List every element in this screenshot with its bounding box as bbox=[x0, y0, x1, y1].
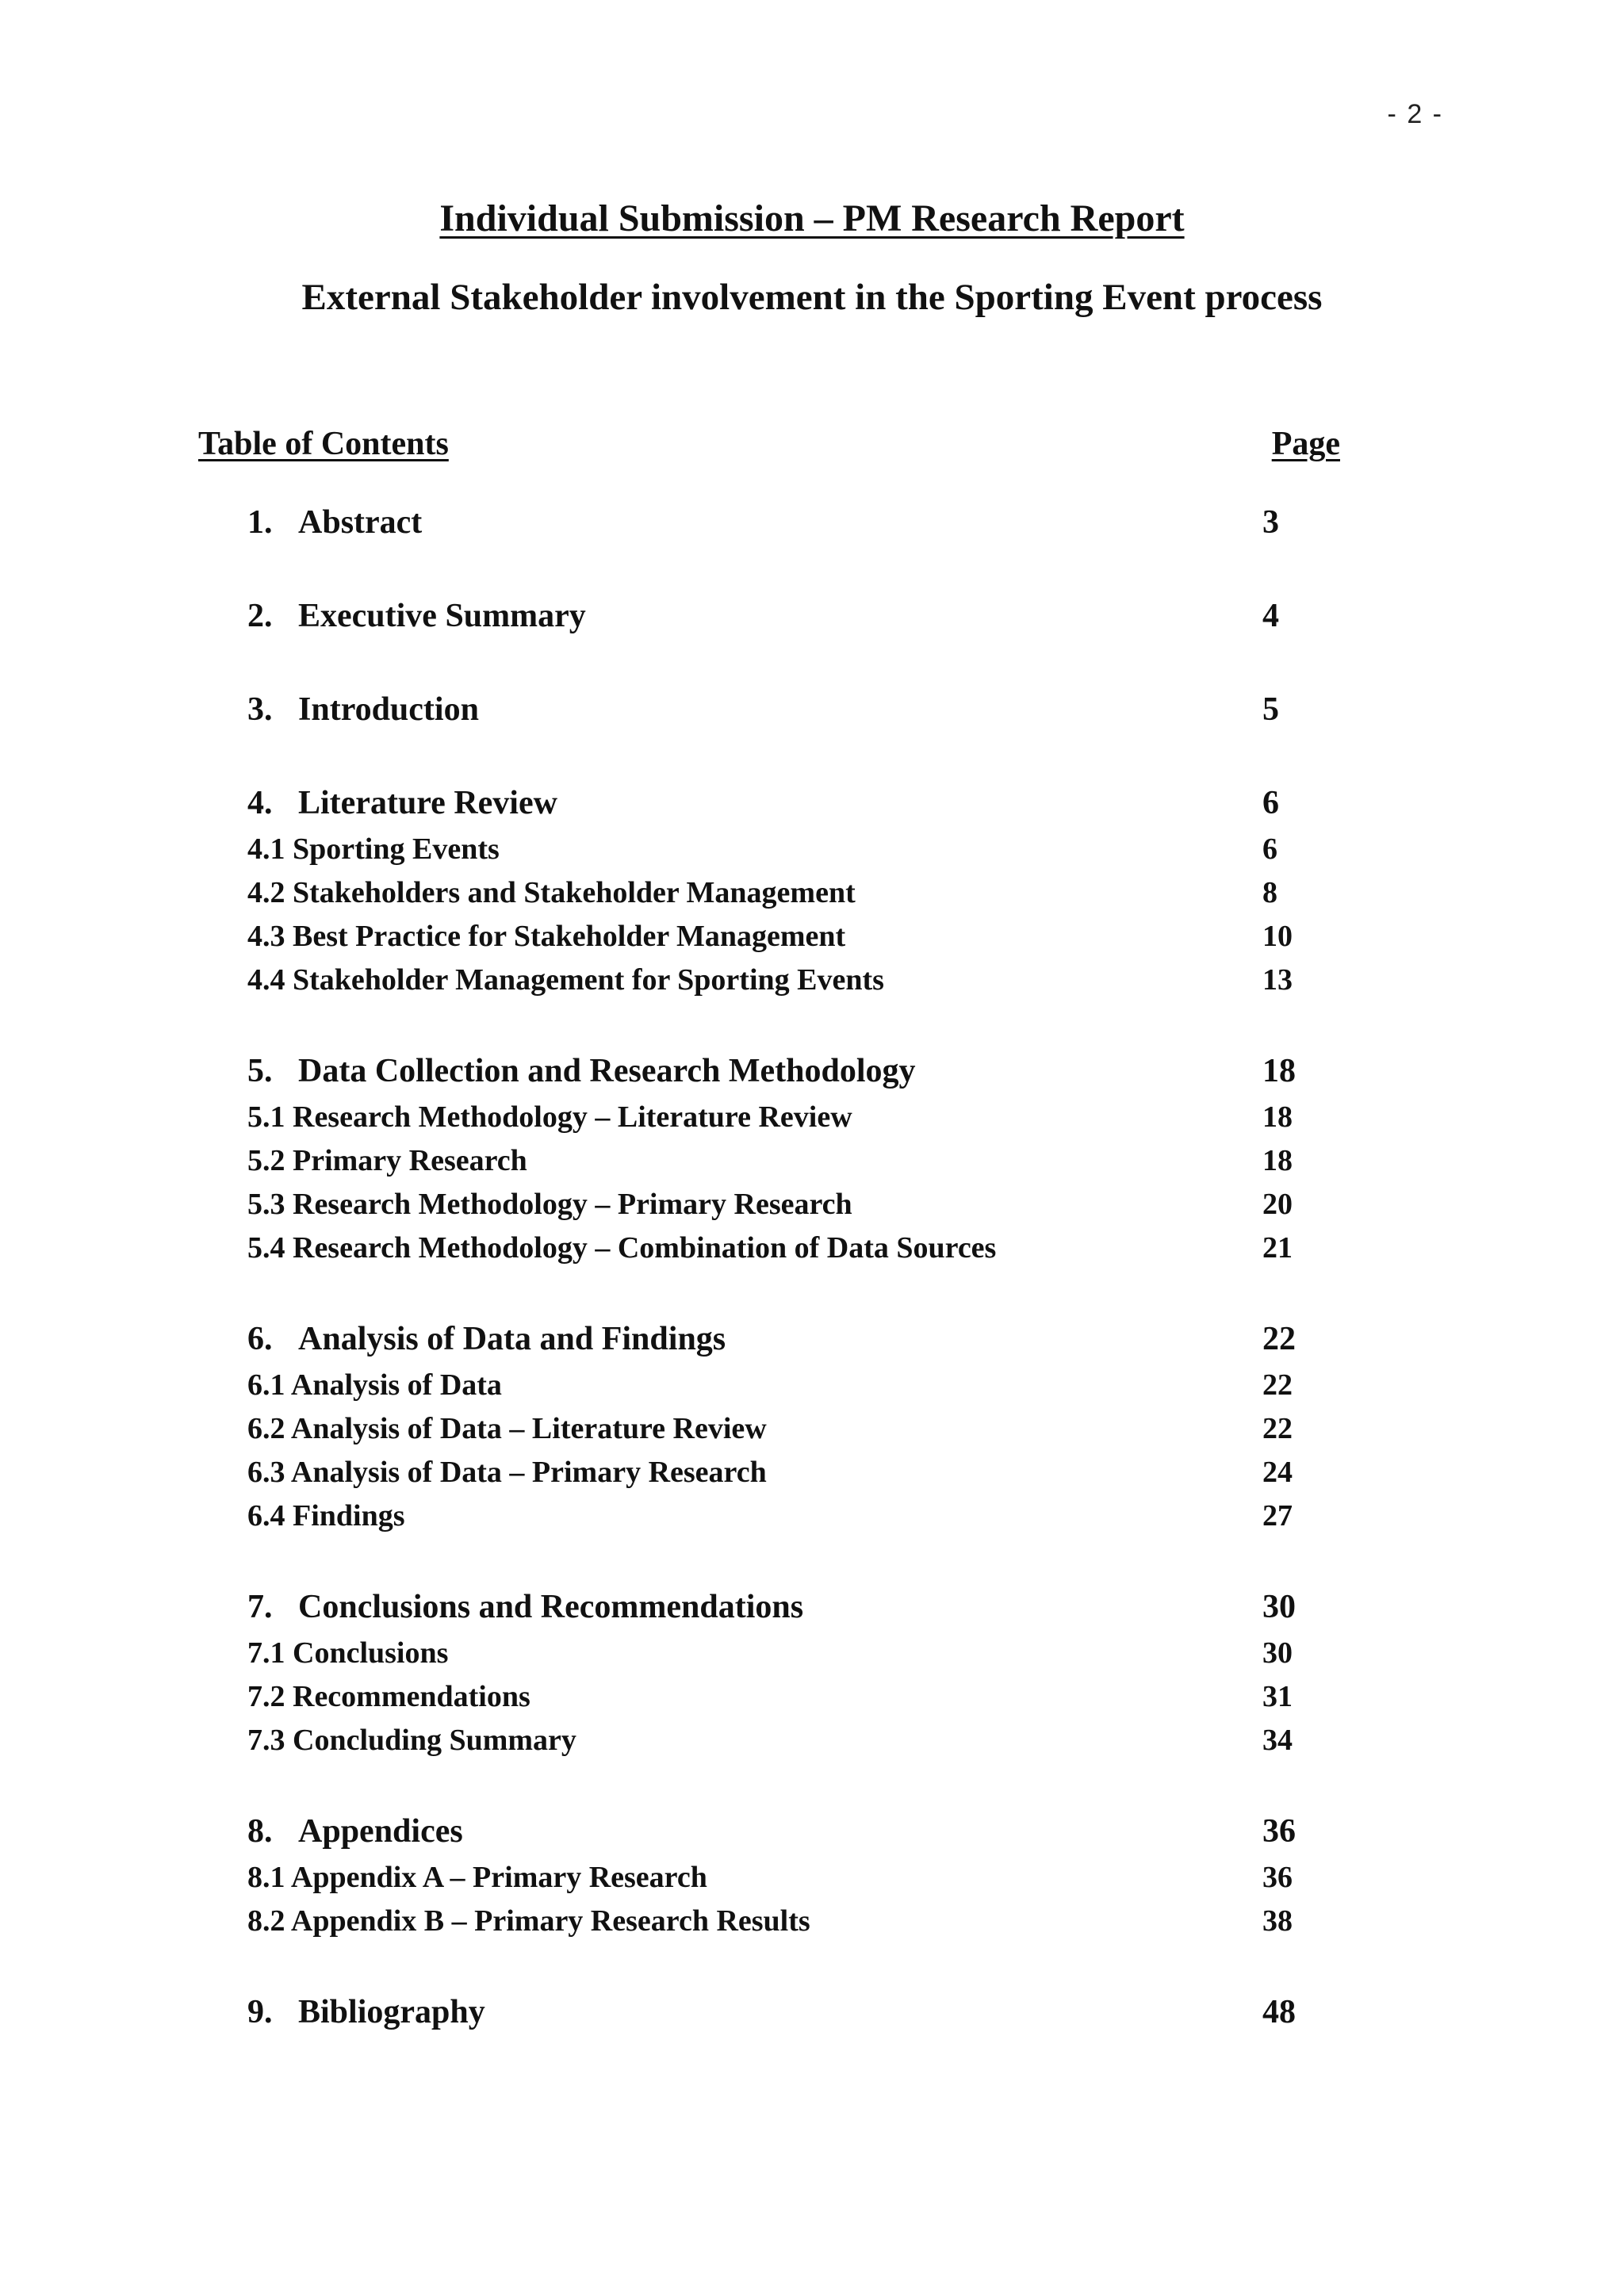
toc-entry-number: 6. bbox=[247, 1321, 273, 1357]
toc-entry[interactable] bbox=[247, 1807, 1326, 1856]
document-title: Individual Submission – PM Research Report bbox=[439, 197, 1185, 239]
toc-entry[interactable] bbox=[247, 1314, 1326, 1364]
toc-subentry-page: 8 bbox=[1262, 876, 1277, 909]
toc-subentry[interactable] bbox=[247, 1096, 1326, 1139]
toc-subentry[interactable] bbox=[247, 1226, 1326, 1270]
toc-subentry-title: 4.3 Best Practice for Stakeholder Management bbox=[247, 920, 846, 953]
toc-entry[interactable] bbox=[247, 685, 1326, 734]
toc-subentry-title: 6.4 Findings bbox=[247, 1499, 405, 1533]
toc-entry-page: 30 bbox=[1262, 1589, 1296, 1625]
toc-section bbox=[247, 779, 1326, 1002]
toc-entry-page: 4 bbox=[1262, 598, 1279, 634]
toc-entry-number: 4. bbox=[247, 785, 273, 821]
toc-subentry-page: 31 bbox=[1262, 1680, 1293, 1713]
toc-entry[interactable] bbox=[247, 498, 1326, 547]
document-subtitle: External Stakeholder involvement in the Sporting Event process bbox=[301, 277, 1323, 318]
toc-entry-number: 8. bbox=[247, 1813, 273, 1850]
toc-subentry[interactable] bbox=[247, 959, 1326, 1002]
toc-entry-number: 7. bbox=[247, 1589, 273, 1625]
toc-entry-page: 5 bbox=[1262, 691, 1279, 728]
toc-page-heading: Page bbox=[1271, 426, 1340, 462]
toc-entry[interactable] bbox=[247, 591, 1326, 641]
toc-subentry[interactable] bbox=[247, 1900, 1326, 1943]
toc-entry-number: 9. bbox=[247, 1994, 273, 2030]
toc-subentry-page: 18 bbox=[1262, 1100, 1293, 1134]
toc-entry-number: 5. bbox=[247, 1053, 273, 1089]
toc-subentry[interactable] bbox=[247, 1183, 1326, 1226]
toc-subentry-title: 8.2 Appendix B – Primary Research Results bbox=[247, 1904, 810, 1938]
toc-list bbox=[247, 498, 1326, 2037]
toc-entry[interactable] bbox=[247, 779, 1326, 828]
toc-subentry-page: 10 bbox=[1262, 920, 1293, 953]
toc-subentry-page: 13 bbox=[1262, 963, 1293, 997]
toc-subentry-page: 27 bbox=[1262, 1499, 1293, 1533]
toc-entry-page: 48 bbox=[1262, 1994, 1296, 2030]
toc-section bbox=[247, 685, 1326, 734]
toc-entry-title: Conclusions and Recommendations bbox=[298, 1589, 804, 1625]
toc-subentry[interactable] bbox=[247, 1407, 1326, 1451]
toc-subentry-title: 5.4 Research Methodology – Combination of Data Sources bbox=[247, 1231, 997, 1265]
toc-subentry-title: 6.1 Analysis of Data bbox=[247, 1368, 502, 1402]
toc-section bbox=[247, 1988, 1326, 2037]
toc-entry-number: 1. bbox=[247, 504, 273, 541]
toc-entry-title: Abstract bbox=[298, 504, 423, 541]
toc-entry-page: 6 bbox=[1262, 785, 1279, 821]
toc-entry-title: Bibliography bbox=[298, 1994, 485, 2030]
toc-entry-title: Appendices bbox=[298, 1813, 463, 1850]
page-number: - 2 - bbox=[1387, 99, 1443, 129]
toc-subentry-title: 7.3 Concluding Summary bbox=[247, 1724, 576, 1757]
toc-subentry-page: 6 bbox=[1262, 832, 1277, 866]
toc-entry-number: 2. bbox=[247, 598, 273, 634]
toc-subentry-title: 5.2 Primary Research bbox=[247, 1144, 527, 1177]
toc-subentry-page: 34 bbox=[1262, 1724, 1293, 1757]
toc-subentry-title: 6.2 Analysis of Data – Literature Review bbox=[247, 1412, 767, 1445]
toc-subentry-title: 4.4 Stakeholder Management for Sporting Events bbox=[247, 963, 884, 997]
toc-subentry[interactable] bbox=[247, 1719, 1326, 1762]
toc-subentry[interactable] bbox=[247, 1632, 1326, 1675]
toc-subentry-page: 22 bbox=[1262, 1412, 1293, 1445]
toc-subentry-title: 6.3 Analysis of Data – Primary Research bbox=[247, 1456, 767, 1489]
toc-subentry-title: 7.1 Conclusions bbox=[247, 1636, 449, 1670]
toc-subentry-page: 21 bbox=[1262, 1231, 1293, 1265]
toc-entry-page: 22 bbox=[1262, 1321, 1296, 1357]
toc-entry-title: Analysis of Data and Findings bbox=[298, 1321, 726, 1357]
toc-subentry-page: 36 bbox=[1262, 1861, 1293, 1894]
toc-subentry[interactable] bbox=[247, 1856, 1326, 1900]
toc-section bbox=[247, 1047, 1326, 1270]
toc-entry-page: 18 bbox=[1262, 1053, 1296, 1089]
toc-subentry-page: 22 bbox=[1262, 1368, 1293, 1402]
toc-entry[interactable] bbox=[247, 1582, 1326, 1632]
toc-heading: Table of Contents bbox=[198, 426, 449, 462]
toc-subentry-page: 30 bbox=[1262, 1636, 1293, 1670]
toc-subentry-page: 38 bbox=[1262, 1904, 1293, 1938]
toc-subentry-page: 20 bbox=[1262, 1188, 1293, 1221]
toc-subentry-title: 7.2 Recommendations bbox=[247, 1680, 530, 1713]
toc-section bbox=[247, 1582, 1326, 1762]
toc-entry-number: 3. bbox=[247, 691, 273, 728]
toc-subentry[interactable] bbox=[247, 1494, 1326, 1538]
toc-subentry-title: 4.2 Stakeholders and Stakeholder Management bbox=[247, 876, 856, 909]
toc-subentry[interactable] bbox=[247, 915, 1326, 959]
toc-subentry[interactable] bbox=[247, 871, 1326, 915]
toc-subentry-title: 8.1 Appendix A – Primary Research bbox=[247, 1861, 707, 1894]
toc-section bbox=[247, 591, 1326, 641]
toc-subentry[interactable] bbox=[247, 1139, 1326, 1183]
toc-section bbox=[247, 1314, 1326, 1538]
toc-subentry-page: 24 bbox=[1262, 1456, 1293, 1489]
toc-entry-title: Introduction bbox=[298, 691, 479, 728]
toc-subentry-title: 4.1 Sporting Events bbox=[247, 832, 500, 866]
toc-entry-title: Executive Summary bbox=[298, 598, 586, 634]
toc-subentry-title: 5.3 Research Methodology – Primary Research bbox=[247, 1188, 852, 1221]
toc-subentry-title: 5.1 Research Methodology – Literature Review bbox=[247, 1100, 852, 1134]
toc-subentry[interactable] bbox=[247, 828, 1326, 871]
toc-subentry[interactable] bbox=[247, 1364, 1326, 1407]
toc-section bbox=[247, 498, 1326, 547]
toc-entry[interactable] bbox=[247, 1047, 1326, 1096]
toc-subentry[interactable] bbox=[247, 1675, 1326, 1719]
toc-subentry[interactable] bbox=[247, 1451, 1326, 1494]
toc-entry[interactable] bbox=[247, 1988, 1326, 2037]
toc-entry-page: 3 bbox=[1262, 504, 1279, 541]
toc-section bbox=[247, 1807, 1326, 1943]
toc-subentry-page: 18 bbox=[1262, 1144, 1293, 1177]
toc-entry-title: Data Collection and Research Methodology bbox=[298, 1053, 916, 1089]
toc-entry-page: 36 bbox=[1262, 1813, 1296, 1850]
toc-entry-title: Literature Review bbox=[298, 785, 557, 821]
